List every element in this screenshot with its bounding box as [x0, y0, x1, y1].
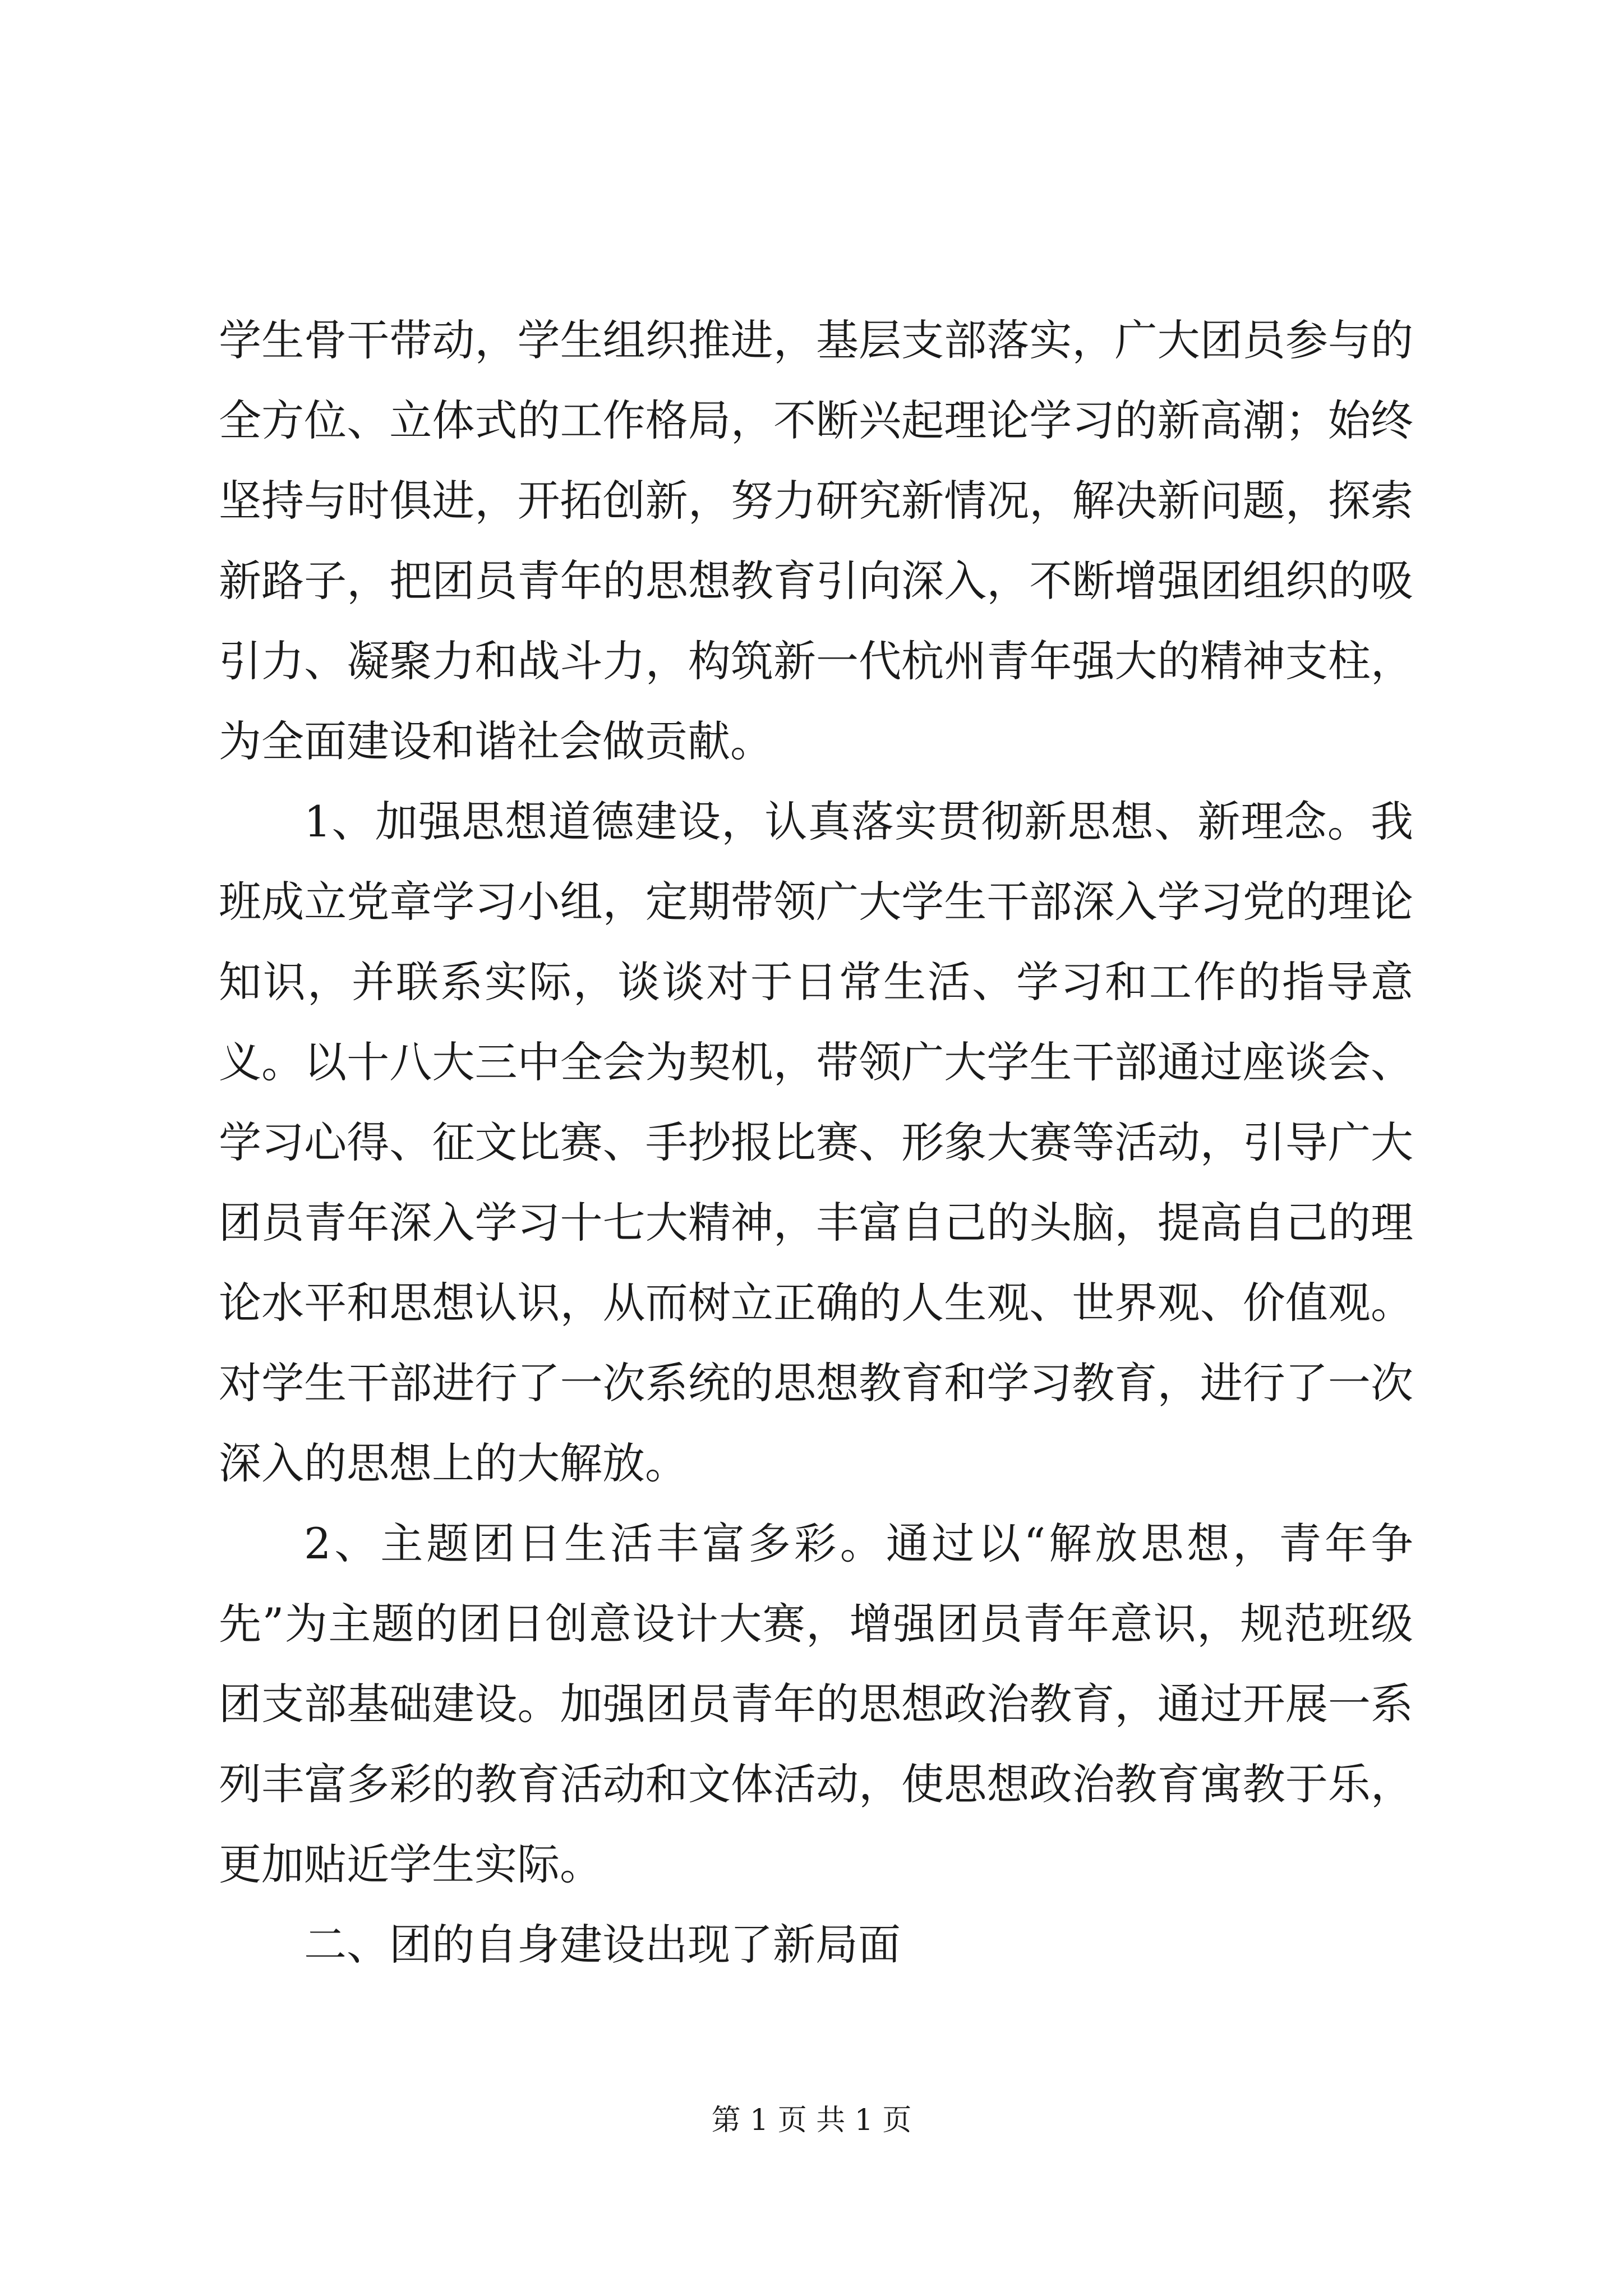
- section-heading: 二、团的自身建设出现了新局面: [304, 1920, 901, 1970]
- document-body: [219, 300, 1413, 1985]
- paragraph-ideology-building: 1、加强思想道德建设，认真落实贯彻新思想、新理念。我班成立党章学习小组，定期带领广大学生干部深入学习党的理论知识，并联系实际，谈谈对于日常生活、学习和工作的指导意义。以十八大三中全会为契机，带领广大学生干部通过座谈会、学习心得、征文比赛、手抄报比赛、形象大赛等活动，引导广大团员青年深入学习十七大精神，丰富自己的头脑，提高自己的理论水平和思想认识，从而树立正确的人生观、世界观、价值观。对学生干部进行了一次系统的思想教育和学习教育，进行了一次深入的思想上的大解放。: [219, 797, 1413, 1488]
- paragraph-continuation: 学生骨干带动，学生组织推进，基层支部落实，广大团员参与的全方位、立体式的工作格局，不断兴起理论学习的新高潮；始终坚持与时俱进，开拓创新，努力研究新情况，解决新问题，探索新路子，把团员青年的思想教育引向深入，不断增强团组织的吸引力、凝聚力和战斗力，构筑新一代杭州青年强大的精神支柱，为全面建设和谐社会做贡献。: [219, 315, 1413, 766]
- page-number-footer: 第 1 页 共 1 页: [711, 2104, 912, 2137]
- paragraph-league-day: 2、主题团日生活丰富多彩。通过以“解放思想，青年争先”为主题的团日创意设计大赛，增强团员青年意识，规范班级团支部基础建设。加强团员青年的思想政治教育，通过开展一系列丰富多彩的教育活动和文体活动，使思想政治教育寓教于乐，更加贴近学生实际。: [219, 1519, 1413, 1889]
